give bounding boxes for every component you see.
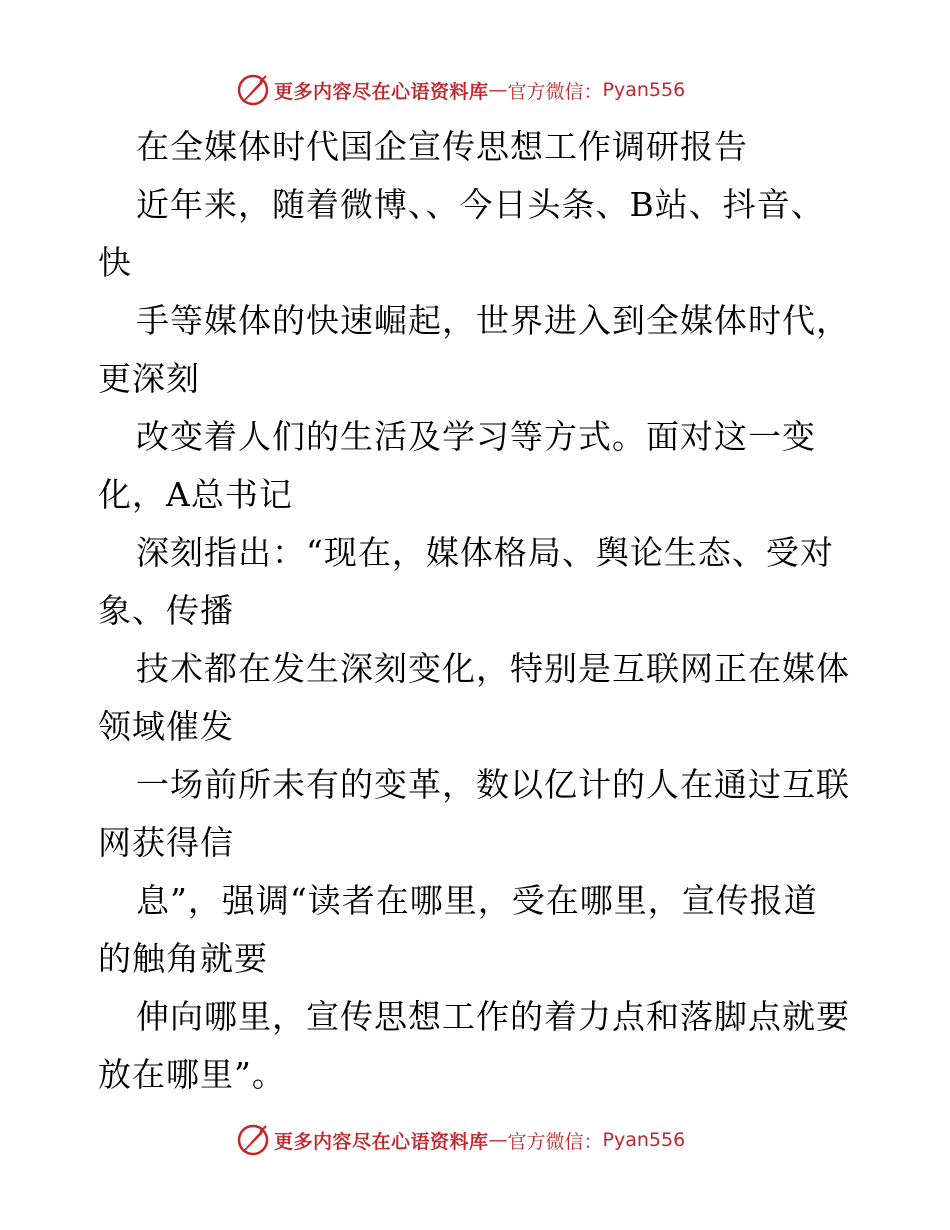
paragraph-line: 网获得信	[98, 823, 234, 862]
paragraph-line: 更深刻	[98, 359, 200, 398]
paragraph-line: 近年来，随着微博、、今日头条、B站、抖音、	[136, 185, 825, 224]
paragraph-line: 一场前所未有的变革，数以亿计的人在通过互联	[136, 765, 850, 804]
paragraph-line: 改变着人们的生活及学习等方式。面对这一变	[136, 417, 816, 456]
quill-pen-logo-icon	[236, 73, 270, 107]
paragraph-line: 深刻指出：“现在，媒体格局、舆论生态、受对	[136, 533, 834, 572]
paragraph-line: 息”，强调“读者在哪里，受在哪里，宣传报道	[136, 881, 818, 920]
paragraph-line: 放在哪里”。	[98, 1055, 286, 1094]
paragraph-line: 的触角就要	[98, 939, 268, 978]
paragraph-line: 化，A总书记	[98, 475, 293, 514]
paragraph-line: 技术都在发生深刻变化，特别是互联网正在媒体	[136, 649, 850, 688]
paragraph-line: 领域催发	[98, 707, 234, 746]
footer-watermark	[236, 1120, 756, 1160]
paragraph-line: 象、传播	[98, 591, 234, 630]
watermark-brand: 更多内容尽在心语资料库	[274, 1130, 489, 1153]
watermark-wechat-id: Pyan556	[602, 79, 686, 101]
watermark-wechat-id: Pyan556	[602, 1129, 686, 1151]
watermark-wechat-label: 官方微信：	[507, 1130, 603, 1153]
paragraph-line: 伸向哪里，宣传思想工作的着力点和落脚点就要	[136, 997, 850, 1036]
watermark-separator: —	[488, 1129, 508, 1151]
paragraph-line: 手等媒体的快速崛起，世界进入到全媒体时代，	[136, 301, 850, 340]
watermark-brand: 更多内容尽在心语资料库	[274, 80, 489, 103]
watermark-separator: —	[488, 79, 508, 101]
header-watermark	[236, 70, 756, 110]
quill-pen-logo-icon	[236, 1123, 270, 1157]
paragraph-line: 快	[98, 243, 132, 282]
watermark-wechat-label: 官方微信：	[507, 80, 603, 103]
document-title: 在全媒体时代国企宣传思想工作调研报告	[136, 127, 748, 166]
document-body	[98, 118, 878, 1104]
